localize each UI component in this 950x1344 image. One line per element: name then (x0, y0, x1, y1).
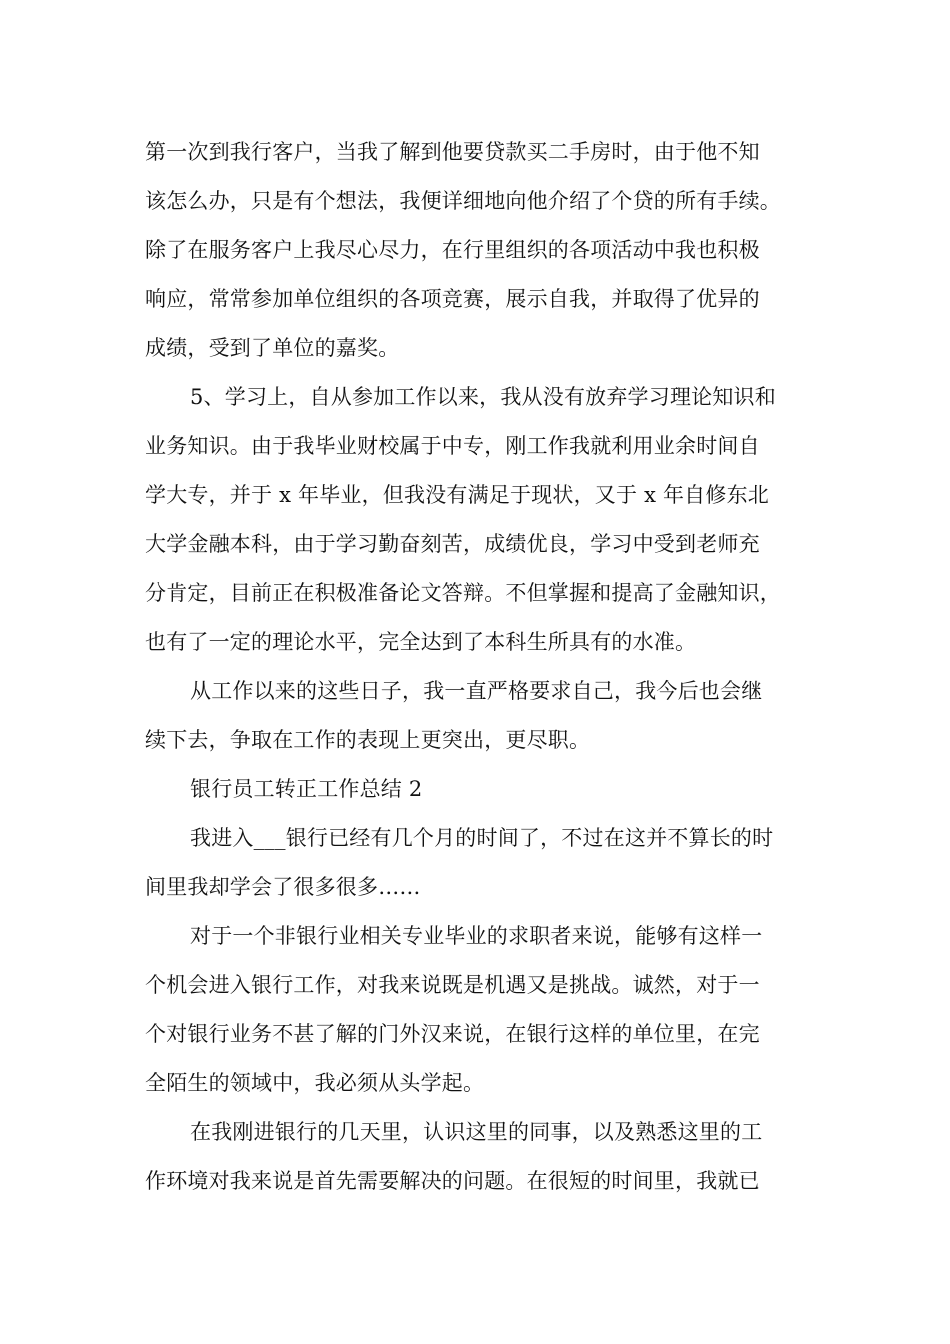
text-line: 响应，常常参加单位组织的各项竞赛，展示自我，并取得了优异的 (145, 287, 760, 311)
text-line: 也有了一定的理论水平，完全达到了本科生所具有的水准。 (145, 630, 697, 654)
text-line: 学大专，并于 x 年毕业，但我没有满足于现状，又于 x 年自修东北 (145, 483, 769, 507)
text-line: 间里我却学会了很多很多…… (145, 875, 421, 899)
text-line: 该怎么办，只是有个想法，我便详细地向他介绍了个贷的所有手续。 (145, 189, 781, 213)
text-line: 业务知识。由于我毕业财校属于中专，刚工作我就利用业余时间自 (145, 434, 760, 458)
text-line: 分肯定，目前正在积极准备论文答辩。不但掌握和提高了金融知识， (145, 581, 781, 605)
text-line: 作环境对我来说是首先需要解决的问题。在很短的时间里，我就已 (145, 1169, 760, 1193)
paragraph-start-line: 我进入___银行已经有几个月的时间了，不过在这并不算长的时 (190, 826, 774, 850)
text-line: 全陌生的领域中，我必须从头学起。 (145, 1071, 485, 1095)
text-line: 续下去，争取在工作的表现上更突出，更尽职。 (145, 728, 591, 752)
section-title: 银行员工转正工作总结 2 (190, 777, 423, 801)
text-line: 个机会进入银行工作，对我来说既是机遇又是挑战。诚然，对于一 (145, 973, 760, 997)
text-line: 大学金融本科，由于学习勤奋刻苦，成绩优良，学习中受到老师充 (145, 532, 760, 556)
paragraph-start-line: 5、学习上，自从参加工作以来，我从没有放弃学习理论知识和 (190, 385, 776, 409)
paragraph-start-line: 在我刚进银行的几天里，认识这里的同事，以及熟悉这里的工 (190, 1120, 763, 1144)
text-line: 个对银行业务不甚了解的门外汉来说，在银行这样的单位里，在完 (145, 1022, 760, 1046)
text-line: 成绩，受到了单位的嘉奖。 (145, 336, 400, 360)
paragraph-start-line: 对于一个非银行业相关专业毕业的求职者来说，能够有这样一 (190, 924, 763, 948)
text-line: 除了在服务客户上我尽心尽力，在行里组织的各项活动中我也积极 (145, 238, 760, 262)
paragraph-start-line: 从工作以来的这些日子，我一直严格要求自己，我今后也会继 (190, 679, 763, 703)
text-line: 第一次到我行客户，当我了解到他要贷款买二手房时，由于他不知 (145, 140, 760, 164)
